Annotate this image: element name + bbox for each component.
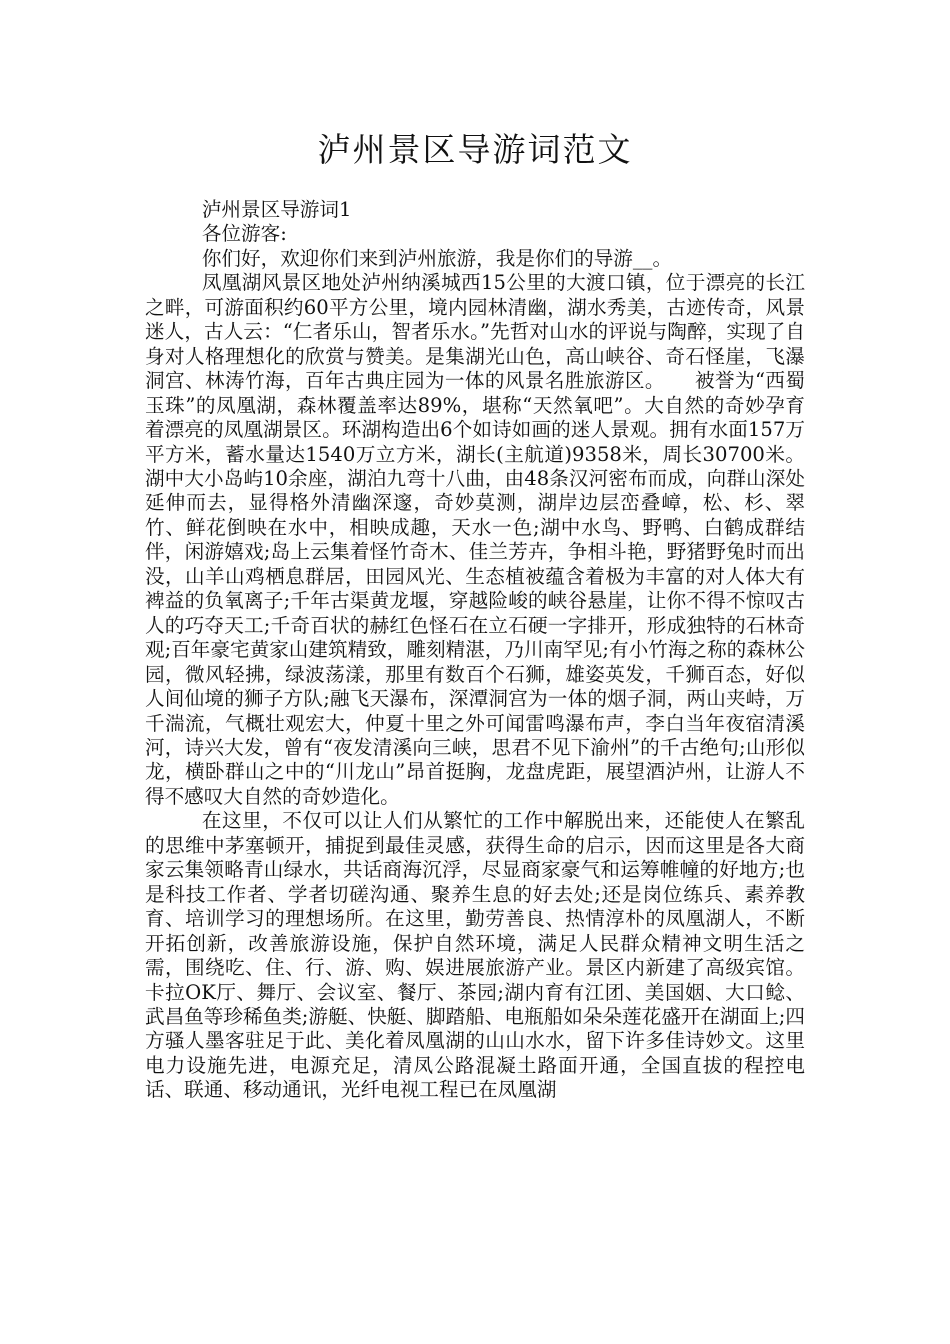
section-heading: 泸州景区导游词1 xyxy=(201,198,352,221)
document-title: 泸州景区导游词范文 xyxy=(317,130,633,169)
greeting-line: 各位游客: xyxy=(201,222,287,246)
paragraph-scenery: 凤凰湖风景区地处泸州纳溪城西15公里的大渡口镇，位于漂亮的长江之畔，可游面积约60平方公里，境内园林清幽，湖水秀美，古迹传奇，风景迷人，古人云：“仁者乐山，智者乐水。”先哲对山水的评说与陶醉，实现了自身对人格理想化的欣赏与赞美。是集湖光山色，高山峡谷、奇石怪崖，飞瀑洞宫、林涛竹海，百年古典庄园为一体的风景名胜旅游区。 被誉为“西蜀玉珠”的凤凰湖，森林覆盖率达89%，堪称“天然氧吧”。大自然的奇妙孕育着漂亮的凤凰湖景区。环湖构造出6个如诗如画的迷人景观。拥有水面157万平方米，蓄水量达1540万立方米，湖长(主航道)9358米，周长30700米。湖中大小岛屿10余座，湖泊九弯十八曲，由48条汉河密布而成，向群山深处延伸而去，显得格外清幽深邃，奇妙莫测，湖岸边层峦叠嶂，松、杉、翠竹、鲜花倒映在水中，相映成趣，天水一色;湖中水鸟、野鸭、白鹤成群结伴，闲游嬉戏;岛上云集着怪竹奇木、佳兰芳卉，争相斗艳，野猪野兔时而出没，山羊山鸡栖息群居，田园风光、生态植被蕴含着极为丰富的对人体大有裨益的负氧离子;千年古渠黄龙堰，穿越险峻的峡谷悬崖，让你不得不惊叹古人的巧夺天工;千奇百状的赫红色怪石在立石硬一字排开，形成独特的石林奇观;百年豪宅黄家山建筑精致，雕刻精湛，乃川南罕见;有小竹海之称的森林公园，微风轻拂，绿波荡漾，那里有数百个石狮，雄姿英发，千狮百态，好似人间仙境的狮子方队;融飞天瀑布，深潭洞宫为一体的烟子洞，两山夹峙，万千湍流，气概壮观宏大，仲夏十里之外可闻雷鸣瀑布声，李白当年夜宿清溪河，诗兴大发，曾有“夜发清溪向三峡，思君不见下渝州”的千古绝句;山形似龙，横卧群山之中的“川龙山”昂首挺胸，龙盘虎距，展望酒泸州，让游人不得不感叹大自然的奇妙造化。 xyxy=(145,271,805,808)
document-body xyxy=(145,198,805,1103)
paragraph-facilities: 在这里，不仅可以让人们从繁忙的工作中解脱出来，还能使人在繁乱的思维中茅塞顿开，捕捉到最佳灵感，获得生命的启示，因而这里是各大商家云集领略青山绿水，共话商海沉浮，尽显商家豪气和运筹帷幢的好地方;也是科技工作者、学者切磋沟通、聚养生息的好去处;还是岗位练兵、素养教育、培训学习的理想场所。在这里，勤劳善良、热情淳朴的凤凰湖人，不断开拓创新，改善旅游设施，保护自然环境，满足人民群众精神文明生活之需，围绕吃、住、行、游、购、娱进展旅游产业。景区内新建了高级宾馆。卡拉OK厅、舞厅、会议室、餐厅、茶园;湖内育有江团、美国姻、大口鲶、武昌鱼等珍稀鱼类;游艇、快艇、脚踏船、电瓶船如朵朵莲花盛开在湖面上;四方骚人墨客驻足于此、美化着凤凰湖的山山水水，留下许多佳诗妙文。这里电力设施先进，电源充足，清凤公路混凝土路面开通，全国直拔的程控电话、联通、移动通讯，光纤电视工程已在凤凰湖 xyxy=(145,809,805,1102)
welcome-line: 你们好，欢迎你们来到泸州旅游，我是你们的导游__。 xyxy=(201,246,673,270)
